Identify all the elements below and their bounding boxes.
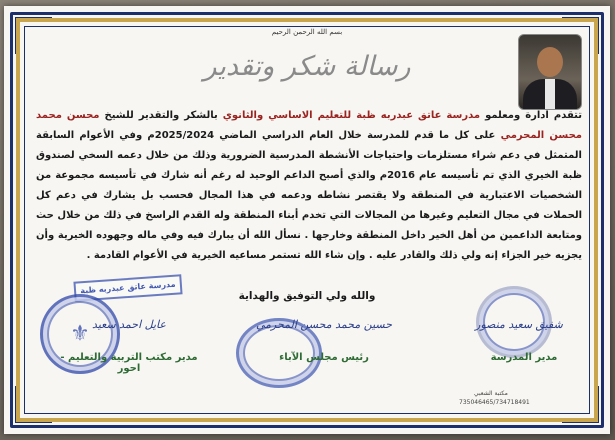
signature-school-director: شفيق سعيد منصور <box>475 318 563 331</box>
certificate-paper <box>4 6 610 434</box>
portrait-face <box>537 47 563 77</box>
print-shop-phone: 735046465/734718491 <box>459 399 530 406</box>
signature-parents-council: حسين محمد محسن المحرمي <box>255 318 393 331</box>
body-honorific: للشيخ <box>104 110 134 121</box>
school-name: مدرسة عاتق عبدربه ظبة للتعليم الاساسي والثانوي <box>222 110 481 121</box>
honoree-name: محسن محمد محسن المحرمي <box>36 110 582 141</box>
certificate-title: رسالة شكر وتقدير <box>203 51 411 82</box>
role-education-office: مدير مكتب التربية والتعليم - احور <box>60 352 198 374</box>
body-thanks: بالشكر والتقدير <box>138 110 218 121</box>
body-text: على كل ما قدم للمدرسة خلال العام الدراسي الماضي 2025/2024م وفي الأعوام السابقة المتمثل في دعم شراء مستلزمات واحتياجات الأنشطة المدرسية الضرورية وذلك من خلال دعمه السخي لصندوق ظبة الخيري الذي تم تأسيسه عام 2016م والذي أصبح الداعم الوحيد له رغم أنه شارك في تأسيسه مجموعة من الشخصيات الاعتبارية في المنطقة ولا يقتصر نشاطه ودعمه في هذا المجال فحسب بل يشارك في دعم كل الحملات في مجال التعليم وغيرها من المجالات التي تخدم أبناء المنطقة وله القدم الراسخ في ذلك من خلال حث ومتابعة الداعمين من أهل الخير داخل المنطقة وخارجها . نسأل الله أن يبارك فيه وفي ماله وجهوده الخيرية وأن يجزيه خير الجزاء إنه ولي ذلك والقادر عليه . وإن شاء الله تستمر مساعيه الخيرية في الأعوام القادمة . <box>36 130 582 261</box>
body-opening: تتقدم ادارة ومعلمو <box>485 110 583 121</box>
closing-line: والله ولي التوفيق والهداية <box>238 290 376 302</box>
role-school-director: مدير المدرسة <box>490 352 558 363</box>
basmala: بسم الله الرحمن الرحيم <box>271 28 343 36</box>
signature-education-office: عايل احمد سعيد <box>92 318 166 331</box>
role-parents-council: رئيس مجلس الآباء <box>279 352 369 363</box>
portrait-shirt <box>545 79 555 109</box>
eagle-emblem-icon: ⚜ <box>70 321 90 347</box>
certificate-body <box>36 106 582 266</box>
print-shop-name: مكتبة الشعبي <box>474 390 508 397</box>
sheikh-portrait <box>518 34 582 110</box>
school-stamp: مدرسة عاتق عبدربه ظبة <box>73 274 182 301</box>
